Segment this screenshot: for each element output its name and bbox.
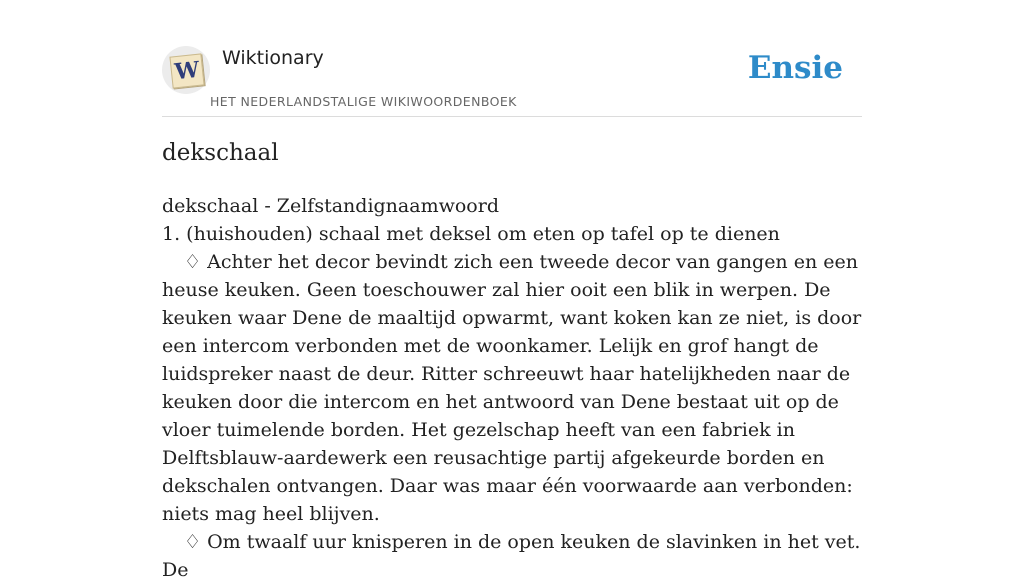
wiktionary-logo[interactable] [162,46,210,94]
definition: 1. (huishouden) schaal met deksel om eten op tafel op te dienen [162,223,780,245]
entry-content [162,192,862,584]
word-type: dekschaal - Zelfstandignaamwoord [162,195,499,217]
site-subtitle: HET NEDERLANDSTALIGE WIKIWOORDENBOEK [210,94,517,109]
example-text: Om twaalf uur knisperen in de open keuken de slavinken in het vet. De [162,531,861,581]
page-title: dekschaal [162,140,279,166]
wiktionary-tile-icon: W [169,53,204,88]
site-header [162,40,862,117]
site-name[interactable]: Wiktionary [222,47,324,69]
diamond-icon: ♢ [184,251,202,273]
ensie-brand-link[interactable]: Ensie [747,50,843,86]
diamond-icon: ♢ [184,531,202,553]
example-quote [162,248,862,528]
example-quote [162,528,862,584]
example-text: Achter het decor bevindt zich een tweede decor van gangen en een heuse keuken. Geen toeschouwer zal hier ooit een blik in werpen. De keuken waar Dene de maaltijd opwarmt, want koken kan ze niet, is door een intercom verbonden met de woonkamer. Lelijk en grof hangt de luidspreker naast de deur. Ritter schreeuwt haar hatelijkheden naar de keuken door die intercom en het antwoord van Dene bestaat uit op de vloer tuimelende borden. Het gezelschap heeft van een fabriek in Delftsblauw-aardewerk een reusachtige partij afgekeurde borden en dekschalen ontvangen. Daar was maar één voorwaarde aan verbonden: niets mag heel blijven. [162,251,862,525]
